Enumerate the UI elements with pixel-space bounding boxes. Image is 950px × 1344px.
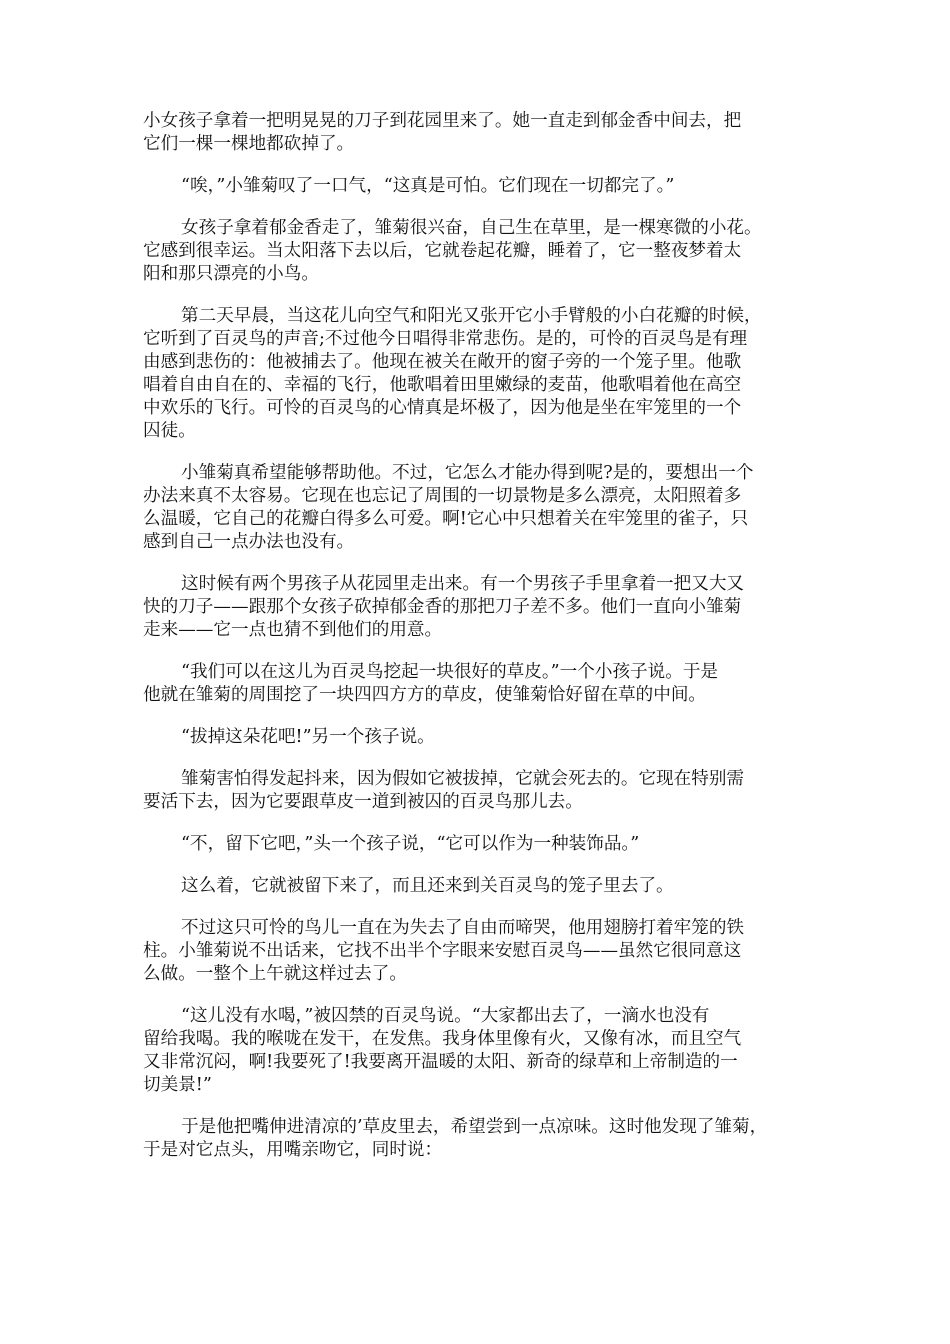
text-line: 要活下去，因为它要跟草皮一道到被囚的百灵鸟那儿去。 xyxy=(143,792,583,812)
paragraph-7 xyxy=(143,661,807,707)
paragraph-4 xyxy=(143,305,807,443)
text-line: 它们一棵一棵地都砍掉了。 xyxy=(143,134,355,154)
text-line: 切美景!” xyxy=(143,1075,212,1095)
paragraph-10 xyxy=(143,833,807,856)
text-line: 它感到很幸运。当太阳落下去以后，它就卷起花瓣，睡着了，它一整夜梦着太 xyxy=(143,241,742,261)
text-line: 于是他把嘴伸进清凉的’草皮里去，希望尝到一点凉味。这时他发现了雏菊， xyxy=(181,1117,768,1137)
paragraph-3 xyxy=(143,217,807,286)
text-line: 柱。小雏菊说不出话来，它找不出半个字眼来安慰百灵鸟——虽然它很同意这 xyxy=(143,941,742,961)
text-line: 第二天早晨，当这花儿向空气和阳光又张开它小手臂般的小白花瓣的时候， xyxy=(181,306,762,326)
text-line: 留给我喝。我的喉咙在发干，在发焦。我身体里像有火，又像有冰，而且空气 xyxy=(143,1029,742,1049)
text-line: “唉，”小雏菊叹了一口气，“这真是可怕。它们现在一切都完了。” xyxy=(181,176,675,196)
text-line: 由感到悲伤的：他被捕去了。他现在被关在敞开的窗子旁的一个笼子里。他歌 xyxy=(143,352,742,372)
text-line: 他就在雏菊的周围挖了一块四四方方的草皮，使雏菊恰好留在草的中间。 xyxy=(143,685,707,705)
paragraph-6 xyxy=(143,573,807,642)
text-line: 感到自己一点办法也没有。 xyxy=(143,532,355,552)
paragraph-13 xyxy=(143,1005,807,1097)
paragraph-1 xyxy=(143,110,807,156)
text-line: 走来——它一点也猜不到他们的用意。 xyxy=(143,620,443,640)
text-line: 于是对它点头，用嘴亲吻它，同时说： xyxy=(143,1140,443,1160)
text-line: 小女孩子拿着一把明晃晃的刀子到花园里来了。她一直走到郁金香中间去，把 xyxy=(143,111,742,131)
text-line: 这时候有两个男孩子从花园里走出来。有一个男孩子手里拿着一把又大又 xyxy=(181,574,745,594)
text-line: 小雏菊真希望能够帮助他。不过，它怎么才能办得到呢?是的，要想出一个 xyxy=(181,463,754,483)
paragraph-14 xyxy=(143,1116,807,1162)
text-line: 办法来真不太容易。它现在也忘记了周围的一切景物是多么漂亮，太阳照着多 xyxy=(143,486,742,506)
text-line: 雏菊害怕得发起抖来，因为假如它被拔掉，它就会死去的。它现在特别需 xyxy=(181,769,745,789)
text-line: 囚徒。 xyxy=(143,421,196,441)
text-line: 中欢乐的飞行。可怜的百灵鸟的心情真是坏极了，因为他是坐在牢笼里的一个 xyxy=(143,398,742,418)
text-line: 么温暖，它自己的花瓣白得多么可爱。啊!它心中只想着关在牢笼里的雀子，只 xyxy=(143,509,749,529)
document-body xyxy=(143,110,807,1181)
text-line: 又非常沉闷，啊!我要死了!我要离开温暖的太阳、新奇的绿草和上帝制造的一 xyxy=(143,1052,738,1072)
paragraph-5 xyxy=(143,462,807,554)
text-line: 阳和那只漂亮的小鸟。 xyxy=(143,264,319,284)
text-line: 它听到了百灵鸟的声音;不过他今日唱得非常悲伤。是的，可怜的百灵鸟是有理 xyxy=(143,329,748,349)
text-line: 快的刀子——跟那个女孩子砍掉郁金香的那把刀子差不多。他们一直向小雏菊 xyxy=(143,597,742,617)
text-line: “拔掉这朵花吧!”另一个孩子说。 xyxy=(181,727,435,747)
text-line: “我们可以在这儿为百灵鸟挖起一块很好的草皮。”一个小孩子说。于是 xyxy=(181,662,719,682)
paragraph-8 xyxy=(143,726,807,749)
text-line: “不，留下它吧，”头一个孩子说，“它可以作为一种装饰品。” xyxy=(181,834,640,854)
paragraph-2 xyxy=(143,175,807,198)
text-line: 唱着自由自在的、幸福的飞行，他歌唱着田里嫩绿的麦苗，他歌唱着他在高空 xyxy=(143,375,742,395)
paragraph-11 xyxy=(143,875,807,898)
text-line: 这么着，它就被留下来了，而且还来到关百灵鸟的笼子里去了。 xyxy=(181,876,674,896)
text-line: “这儿没有水喝，”被囚禁的百灵鸟说。“大家都出去了，一滴水也没有 xyxy=(181,1006,710,1026)
paragraph-12 xyxy=(143,917,807,986)
paragraph-9 xyxy=(143,768,807,814)
text-line: 女孩子拿着郁金香走了，雏菊很兴奋，自己生在草里，是一棵寒微的小花。 xyxy=(181,218,762,238)
text-line: 不过这只可怜的鸟儿一直在为失去了自由而啼哭，他用翅膀打着牢笼的铁 xyxy=(181,918,745,938)
text-line: 么做。一整个上午就这样过去了。 xyxy=(143,964,407,984)
